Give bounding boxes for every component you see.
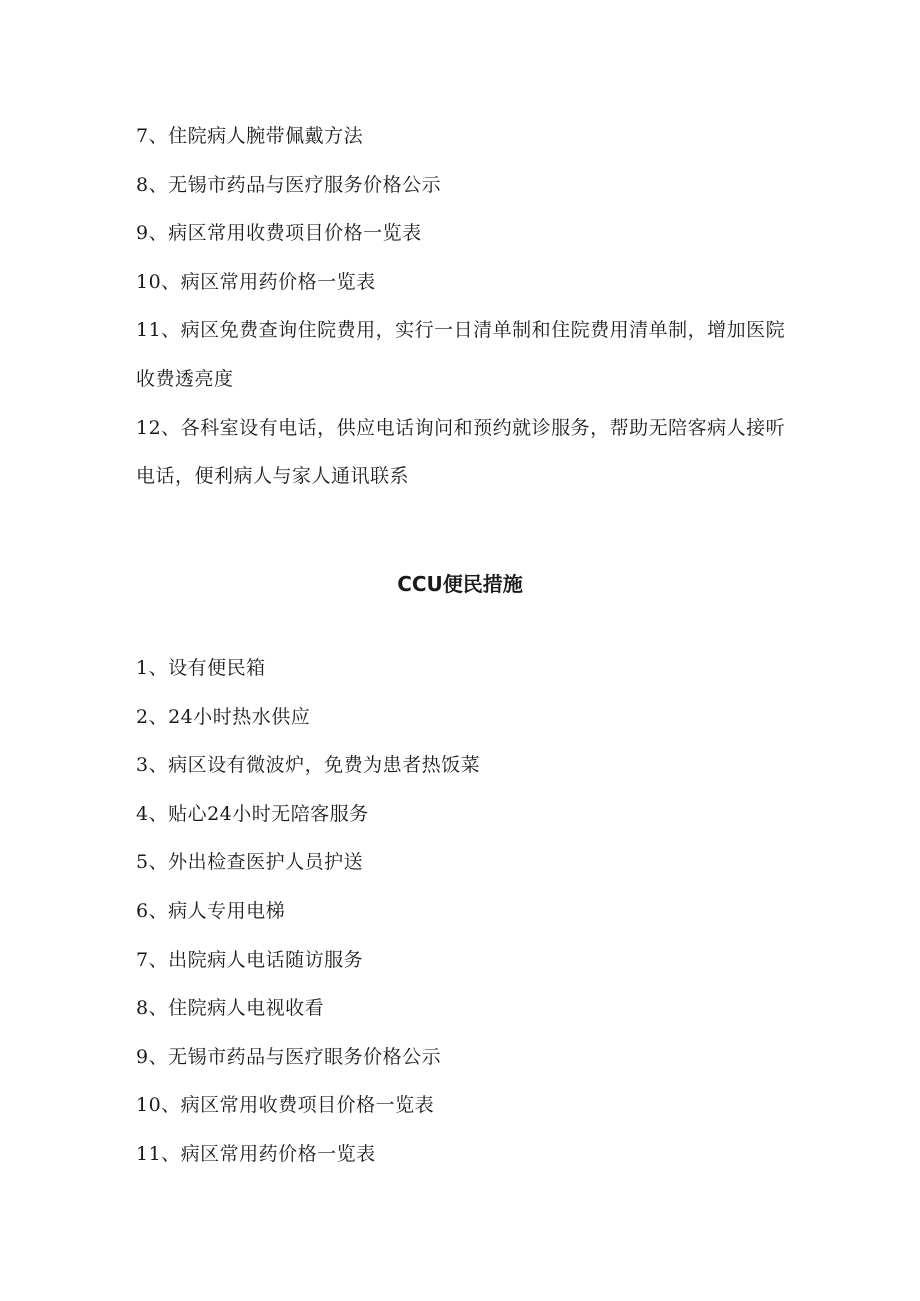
list-item: 7、住院病人腕带佩戴方法 [136, 125, 364, 147]
list-item: 11、病区免费查询住院费用，实行一日清单制和住院费用清单制，增加医院收费透亮度 [136, 319, 786, 390]
list-item: 3、病区设有微波炉，免费为患者热饭菜 [136, 754, 481, 777]
list-item: 2、24小时热水供应 [136, 705, 311, 728]
list-item: 1、设有便民箱 [136, 657, 266, 679]
list-item: 7、出院病人电话随访服务 [136, 948, 364, 971]
list-item: 4、贴心24小时无陪客服务 [136, 802, 369, 825]
list-item: 11、病区常用药价格一览表 [136, 1142, 376, 1165]
section-title-ccu: CCU便民措施 [397, 572, 523, 596]
list-item: 8、住院病人电视收看 [136, 997, 325, 1020]
list-item: 6、病人专用电梯 [136, 899, 286, 922]
list-item: 8、无锡市药品与医疗服务价格公示 [136, 173, 442, 196]
service-list-continued [136, 112, 796, 501]
list-item: 9、病区常用收费项目价格一览表 [136, 222, 422, 245]
list-item: 10、病区常用收费项目价格一览表 [136, 1094, 435, 1117]
list-item: 9、无锡市药品与医疗眼务价格公示 [136, 1045, 442, 1068]
list-item: 12、各科室设有电话，供应电话询问和预约就诊服务，帮助无陪客病人接听电话，便利病人与家人通讯联系 [136, 416, 786, 488]
list-item: 5、外出检查医护人员护送 [136, 851, 364, 874]
list-item: 10、病区常用药价格一览表 [136, 270, 376, 293]
ccu-measures-list [136, 644, 796, 1179]
